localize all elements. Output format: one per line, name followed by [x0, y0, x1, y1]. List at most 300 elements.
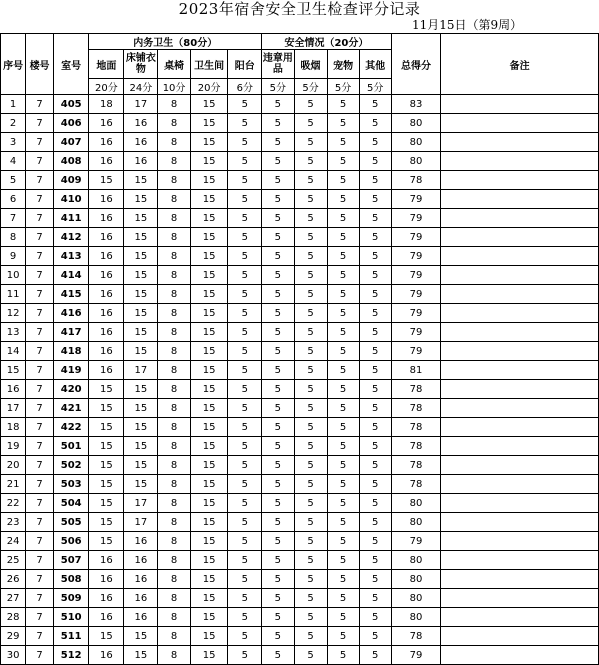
cell-total: 79: [391, 323, 441, 342]
cell-seq: 27: [1, 589, 26, 608]
cell-bed: 15: [124, 456, 158, 475]
cell-building: 7: [26, 266, 54, 285]
cell-remarks: [441, 513, 599, 532]
cell-bathroom: 15: [190, 114, 228, 133]
cell-smoking: 5: [294, 209, 327, 228]
cell-desk: 8: [158, 608, 190, 627]
cell-room: 417: [53, 323, 88, 342]
cell-balcony: 5: [228, 228, 262, 247]
cell-contraband: 5: [262, 494, 294, 513]
cell-seq: 17: [1, 399, 26, 418]
table-row: [1, 342, 599, 361]
cell-total: 80: [391, 551, 441, 570]
cell-building: 7: [26, 228, 54, 247]
cell-smoking: 5: [294, 304, 327, 323]
cell-contraband: 5: [262, 513, 294, 532]
cell-balcony: 5: [228, 323, 262, 342]
cell-remarks: [441, 494, 599, 513]
cell-total: 79: [391, 247, 441, 266]
cell-other: 5: [359, 247, 391, 266]
cell-total: 78: [391, 171, 441, 190]
cell-bathroom: 15: [190, 342, 228, 361]
cell-room: 410: [53, 190, 88, 209]
cell-bathroom: 15: [190, 532, 228, 551]
cell-building: 7: [26, 494, 54, 513]
cell-contraband: 5: [262, 342, 294, 361]
cell-other: 5: [359, 304, 391, 323]
cell-seq: 11: [1, 285, 26, 304]
cell-floor: 15: [89, 494, 124, 513]
cell-pets: 5: [327, 570, 359, 589]
cell-building: 7: [26, 437, 54, 456]
cell-pets: 5: [327, 437, 359, 456]
cell-room: 422: [53, 418, 88, 437]
header-remarks: 备注: [441, 34, 599, 95]
cell-floor: 16: [89, 646, 124, 665]
cell-smoking: 5: [294, 532, 327, 551]
cell-balcony: 5: [228, 152, 262, 171]
cell-room: 408: [53, 152, 88, 171]
cell-smoking: 5: [294, 171, 327, 190]
cell-remarks: [441, 190, 599, 209]
cell-desk: 8: [158, 380, 190, 399]
cell-remarks: [441, 456, 599, 475]
cell-bathroom: 15: [190, 266, 228, 285]
cell-remarks: [441, 285, 599, 304]
max-other: 5分: [359, 79, 391, 95]
cell-bed: 17: [124, 494, 158, 513]
cell-balcony: 5: [228, 513, 262, 532]
cell-balcony: 5: [228, 190, 262, 209]
cell-floor: 16: [89, 152, 124, 171]
cell-other: 5: [359, 494, 391, 513]
cell-remarks: [441, 209, 599, 228]
cell-bathroom: 15: [190, 380, 228, 399]
cell-desk: 8: [158, 114, 190, 133]
cell-other: 5: [359, 456, 391, 475]
cell-smoking: 5: [294, 475, 327, 494]
cell-room: 409: [53, 171, 88, 190]
cell-desk: 8: [158, 304, 190, 323]
table-row: [1, 551, 599, 570]
cell-bathroom: 15: [190, 133, 228, 152]
cell-floor: 16: [89, 285, 124, 304]
cell-pets: 5: [327, 627, 359, 646]
cell-smoking: 5: [294, 247, 327, 266]
cell-room: 405: [53, 95, 88, 114]
cell-contraband: 5: [262, 589, 294, 608]
max-desk: 10分: [158, 79, 190, 95]
inspection-date: 11月15日（第9周）: [412, 18, 523, 32]
cell-other: 5: [359, 152, 391, 171]
cell-pets: 5: [327, 418, 359, 437]
cell-pets: 5: [327, 608, 359, 627]
cell-other: 5: [359, 342, 391, 361]
cell-bed: 16: [124, 133, 158, 152]
cell-balcony: 5: [228, 418, 262, 437]
table-row: [1, 532, 599, 551]
cell-building: 7: [26, 190, 54, 209]
cell-desk: 8: [158, 228, 190, 247]
cell-total: 80: [391, 494, 441, 513]
cell-floor: 15: [89, 437, 124, 456]
cell-remarks: [441, 570, 599, 589]
cell-total: 78: [391, 475, 441, 494]
cell-smoking: 5: [294, 95, 327, 114]
cell-floor: 16: [89, 209, 124, 228]
cell-balcony: 5: [228, 437, 262, 456]
table-row: [1, 247, 599, 266]
cell-bathroom: 15: [190, 171, 228, 190]
cell-bed: 15: [124, 627, 158, 646]
header-contraband: 违章用品: [262, 50, 294, 79]
cell-building: 7: [26, 361, 54, 380]
cell-pets: 5: [327, 532, 359, 551]
cell-desk: 8: [158, 532, 190, 551]
cell-total: 80: [391, 152, 441, 171]
cell-smoking: 5: [294, 646, 327, 665]
cell-other: 5: [359, 551, 391, 570]
cell-seq: 9: [1, 247, 26, 266]
table-row: [1, 266, 599, 285]
cell-smoking: 5: [294, 380, 327, 399]
cell-desk: 8: [158, 475, 190, 494]
cell-desk: 8: [158, 399, 190, 418]
cell-desk: 8: [158, 513, 190, 532]
cell-smoking: 5: [294, 418, 327, 437]
cell-smoking: 5: [294, 190, 327, 209]
cell-bathroom: 15: [190, 304, 228, 323]
cell-bed: 15: [124, 323, 158, 342]
cell-total: 78: [391, 456, 441, 475]
cell-floor: 15: [89, 456, 124, 475]
cell-floor: 15: [89, 475, 124, 494]
cell-bathroom: 15: [190, 627, 228, 646]
cell-contraband: 5: [262, 380, 294, 399]
cell-desk: 8: [158, 190, 190, 209]
cell-room: 407: [53, 133, 88, 152]
cell-smoking: 5: [294, 570, 327, 589]
cell-balcony: 5: [228, 209, 262, 228]
cell-floor: 16: [89, 190, 124, 209]
cell-bed: 17: [124, 95, 158, 114]
cell-desk: 8: [158, 437, 190, 456]
cell-remarks: [441, 361, 599, 380]
cell-seq: 3: [1, 133, 26, 152]
cell-contraband: 5: [262, 437, 294, 456]
cell-seq: 22: [1, 494, 26, 513]
cell-desk: 8: [158, 494, 190, 513]
cell-bathroom: 15: [190, 437, 228, 456]
cell-balcony: 5: [228, 589, 262, 608]
cell-smoking: 5: [294, 228, 327, 247]
cell-seq: 12: [1, 304, 26, 323]
cell-other: 5: [359, 589, 391, 608]
cell-floor: 16: [89, 114, 124, 133]
cell-contraband: 5: [262, 209, 294, 228]
cell-smoking: 5: [294, 494, 327, 513]
cell-floor: 15: [89, 399, 124, 418]
cell-floor: 16: [89, 133, 124, 152]
cell-other: 5: [359, 475, 391, 494]
cell-remarks: [441, 228, 599, 247]
cell-bed: 15: [124, 304, 158, 323]
table-row: [1, 589, 599, 608]
cell-total: 80: [391, 608, 441, 627]
header-balcony: 阳台: [228, 50, 262, 79]
cell-contraband: 5: [262, 133, 294, 152]
cell-contraband: 5: [262, 171, 294, 190]
cell-seq: 19: [1, 437, 26, 456]
cell-remarks: [441, 532, 599, 551]
cell-desk: 8: [158, 551, 190, 570]
cell-bathroom: 15: [190, 589, 228, 608]
cell-balcony: 5: [228, 399, 262, 418]
table-row: [1, 437, 599, 456]
cell-contraband: 5: [262, 304, 294, 323]
cell-bed: 15: [124, 475, 158, 494]
cell-room: 418: [53, 342, 88, 361]
cell-remarks: [441, 551, 599, 570]
table-row: [1, 95, 599, 114]
cell-remarks: [441, 627, 599, 646]
cell-desk: 8: [158, 627, 190, 646]
cell-total: 78: [391, 418, 441, 437]
cell-balcony: 5: [228, 532, 262, 551]
cell-room: 414: [53, 266, 88, 285]
cell-other: 5: [359, 646, 391, 665]
header-bathroom: 卫生间: [190, 50, 228, 79]
cell-other: 5: [359, 437, 391, 456]
cell-building: 7: [26, 133, 54, 152]
cell-desk: 8: [158, 418, 190, 437]
cell-contraband: 5: [262, 418, 294, 437]
cell-room: 419: [53, 361, 88, 380]
cell-seq: 24: [1, 532, 26, 551]
cell-pets: 5: [327, 209, 359, 228]
table-row: [1, 418, 599, 437]
cell-bathroom: 15: [190, 285, 228, 304]
cell-pets: 5: [327, 475, 359, 494]
cell-total: 78: [391, 437, 441, 456]
cell-floor: 15: [89, 627, 124, 646]
cell-seq: 13: [1, 323, 26, 342]
cell-balcony: 5: [228, 304, 262, 323]
cell-floor: 16: [89, 361, 124, 380]
table-row: [1, 399, 599, 418]
cell-other: 5: [359, 266, 391, 285]
cell-bed: 16: [124, 114, 158, 133]
cell-pets: 5: [327, 171, 359, 190]
max-contraband: 5分: [262, 79, 294, 95]
cell-total: 79: [391, 532, 441, 551]
cell-contraband: 5: [262, 532, 294, 551]
cell-smoking: 5: [294, 437, 327, 456]
cell-bathroom: 15: [190, 190, 228, 209]
cell-room: 420: [53, 380, 88, 399]
cell-contraband: 5: [262, 475, 294, 494]
cell-room: 505: [53, 513, 88, 532]
cell-pets: 5: [327, 589, 359, 608]
cell-floor: 16: [89, 608, 124, 627]
cell-balcony: 5: [228, 95, 262, 114]
cell-contraband: 5: [262, 95, 294, 114]
cell-contraband: 5: [262, 361, 294, 380]
cell-building: 7: [26, 456, 54, 475]
cell-balcony: 5: [228, 570, 262, 589]
table-row: [1, 646, 599, 665]
cell-other: 5: [359, 380, 391, 399]
cell-building: 7: [26, 247, 54, 266]
cell-pets: 5: [327, 551, 359, 570]
cell-remarks: [441, 380, 599, 399]
cell-room: 509: [53, 589, 88, 608]
cell-building: 7: [26, 551, 54, 570]
cell-building: 7: [26, 589, 54, 608]
cell-building: 7: [26, 304, 54, 323]
cell-remarks: [441, 608, 599, 627]
cell-pets: 5: [327, 361, 359, 380]
cell-contraband: 5: [262, 551, 294, 570]
cell-remarks: [441, 342, 599, 361]
cell-room: 413: [53, 247, 88, 266]
cell-seq: 14: [1, 342, 26, 361]
table-row: [1, 608, 599, 627]
cell-other: 5: [359, 361, 391, 380]
cell-seq: 18: [1, 418, 26, 437]
cell-desk: 8: [158, 285, 190, 304]
cell-remarks: [441, 114, 599, 133]
cell-building: 7: [26, 475, 54, 494]
cell-other: 5: [359, 608, 391, 627]
cell-bathroom: 15: [190, 95, 228, 114]
cell-pets: 5: [327, 494, 359, 513]
cell-floor: 16: [89, 589, 124, 608]
table-row: [1, 380, 599, 399]
cell-room: 501: [53, 437, 88, 456]
table-row: [1, 114, 599, 133]
table-row: [1, 190, 599, 209]
cell-pets: 5: [327, 266, 359, 285]
cell-desk: 8: [158, 152, 190, 171]
cell-balcony: 5: [228, 456, 262, 475]
cell-building: 7: [26, 380, 54, 399]
cell-bed: 15: [124, 437, 158, 456]
table-row: [1, 323, 599, 342]
max-smoking: 5分: [294, 79, 327, 95]
cell-remarks: [441, 437, 599, 456]
cell-contraband: 5: [262, 152, 294, 171]
cell-desk: 8: [158, 456, 190, 475]
cell-smoking: 5: [294, 513, 327, 532]
cell-bathroom: 15: [190, 494, 228, 513]
cell-desk: 8: [158, 266, 190, 285]
cell-contraband: 5: [262, 190, 294, 209]
cell-other: 5: [359, 532, 391, 551]
cell-other: 5: [359, 399, 391, 418]
max-floor: 20分: [89, 79, 124, 95]
cell-remarks: [441, 475, 599, 494]
cell-desk: 8: [158, 342, 190, 361]
cell-balcony: 5: [228, 494, 262, 513]
table-row: [1, 475, 599, 494]
cell-desk: 8: [158, 209, 190, 228]
cell-smoking: 5: [294, 456, 327, 475]
table-row: [1, 494, 599, 513]
cell-room: 506: [53, 532, 88, 551]
cell-bathroom: 15: [190, 646, 228, 665]
cell-floor: 16: [89, 228, 124, 247]
cell-bathroom: 15: [190, 247, 228, 266]
cell-building: 7: [26, 418, 54, 437]
cell-other: 5: [359, 323, 391, 342]
cell-seq: 29: [1, 627, 26, 646]
cell-pets: 5: [327, 304, 359, 323]
cell-bathroom: 15: [190, 209, 228, 228]
cell-bed: 15: [124, 209, 158, 228]
cell-floor: 15: [89, 380, 124, 399]
cell-bed: 15: [124, 399, 158, 418]
cell-seq: 23: [1, 513, 26, 532]
cell-smoking: 5: [294, 114, 327, 133]
cell-other: 5: [359, 133, 391, 152]
cell-floor: 16: [89, 266, 124, 285]
table-row: [1, 570, 599, 589]
table-row: [1, 627, 599, 646]
cell-building: 7: [26, 399, 54, 418]
cell-total: 80: [391, 114, 441, 133]
header-bed: 床铺衣物: [124, 50, 158, 79]
cell-room: 504: [53, 494, 88, 513]
header-floor: 地面: [89, 50, 124, 79]
cell-seq: 28: [1, 608, 26, 627]
cell-balcony: 5: [228, 114, 262, 133]
cell-seq: 4: [1, 152, 26, 171]
header-pets: 宠物: [327, 50, 359, 79]
cell-room: 416: [53, 304, 88, 323]
cell-bed: 15: [124, 418, 158, 437]
cell-bed: 17: [124, 513, 158, 532]
cell-contraband: 5: [262, 627, 294, 646]
cell-smoking: 5: [294, 323, 327, 342]
cell-pets: 5: [327, 380, 359, 399]
cell-other: 5: [359, 228, 391, 247]
cell-contraband: 5: [262, 608, 294, 627]
cell-total: 78: [391, 380, 441, 399]
cell-remarks: [441, 247, 599, 266]
cell-remarks: [441, 133, 599, 152]
cell-total: 81: [391, 361, 441, 380]
cell-bed: 16: [124, 589, 158, 608]
cell-pets: 5: [327, 342, 359, 361]
cell-smoking: 5: [294, 285, 327, 304]
cell-contraband: 5: [262, 570, 294, 589]
cell-seq: 25: [1, 551, 26, 570]
cell-building: 7: [26, 570, 54, 589]
cell-room: 510: [53, 608, 88, 627]
cell-balcony: 5: [228, 285, 262, 304]
cell-bathroom: 15: [190, 152, 228, 171]
cell-total: 79: [391, 266, 441, 285]
cell-floor: 15: [89, 532, 124, 551]
header-room: 室号: [53, 34, 88, 95]
cell-contraband: 5: [262, 456, 294, 475]
cell-total: 80: [391, 589, 441, 608]
cell-desk: 8: [158, 323, 190, 342]
cell-smoking: 5: [294, 152, 327, 171]
cell-seq: 16: [1, 380, 26, 399]
cell-building: 7: [26, 608, 54, 627]
